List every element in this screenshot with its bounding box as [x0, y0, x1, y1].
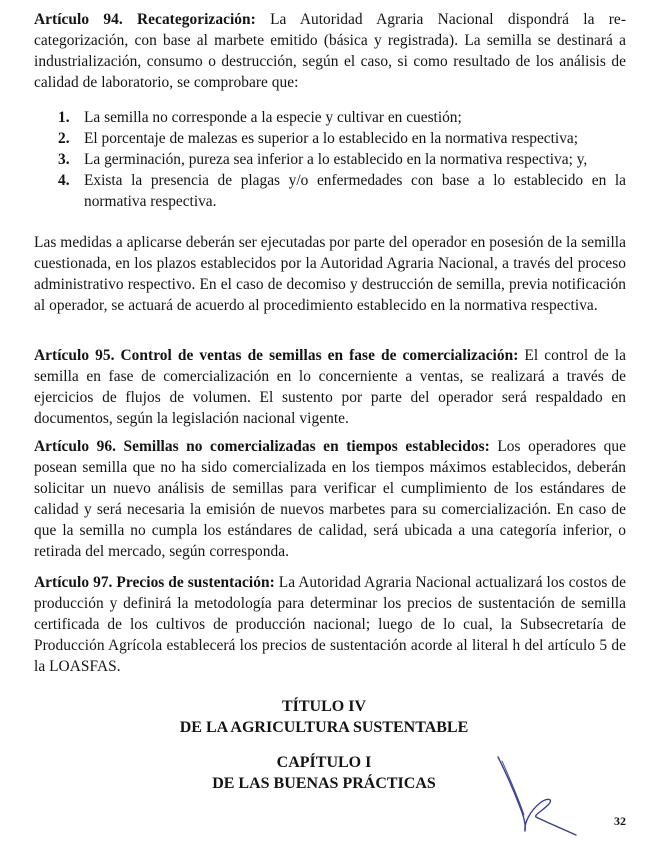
- article-95-paragraph: [34, 345, 626, 429]
- list-item-number: 1.: [58, 109, 70, 126]
- list-item-number: 3.: [58, 151, 70, 168]
- article-96-title: Artículo 96. Semillas no comercializadas en tiempos establecidos:: [34, 438, 490, 455]
- article-94-text: La Autoridad Agraria Nacional dispondrá la re-categorización, con base al marbete emitido (básica y registrada). La semilla se destinará a industrialización, consumo o destrucción, según el caso, si como resultado de los análisis de calidad de laboratorio, se comprobare que:: [34, 11, 626, 91]
- article-94-paragraph: [34, 9, 626, 93]
- list-item-text: El porcentaje de malezas es superior a lo establecido en la normativa respectiva;: [84, 130, 578, 147]
- chapter-heading: CAPÍTULO I: [276, 754, 372, 771]
- page-number: 32: [614, 814, 626, 828]
- article-95-title: Artículo 95. Control de ventas de semillas en fase de comercialización:: [34, 347, 519, 364]
- title-subheading: DE LA AGRICULTURA SUSTENTABLE: [179, 719, 469, 736]
- list-item-number: 4.: [58, 172, 70, 189]
- article-96-paragraph: [34, 436, 626, 562]
- list-item-text: La germinación, pureza sea inferior a lo establecido en la normativa respectiva; y,: [84, 151, 588, 168]
- article-94-conditions-list: [58, 107, 626, 212]
- handwritten-signature: [492, 755, 582, 837]
- list-item: [58, 170, 626, 212]
- article-94-title: Artículo 94. Recategorización:: [34, 11, 256, 28]
- title-heading: TÍTULO IV: [281, 698, 367, 715]
- article-94-closing-paragraph: Las medidas a aplicarse deberán ser ejecutadas por parte del operador en posesión de la semilla cuestionada, en los plazos establecidos por la Autoridad Agraria Nacional, a través del proceso administrativo respectivo. En el caso de decomiso y destrucción de semilla, previa notificación al operador, se actuará de acuerdo al procedimiento establecido en la normativa respectiva.: [34, 234, 626, 314]
- list-item-text: La semilla no corresponde a la especie y cultivar en cuestión;: [84, 109, 462, 126]
- list-item-text: Exista la presencia de plagas y/o enfermedades con base a lo establecido en la normativa respectiva.: [84, 172, 626, 210]
- article-97-text: La Autoridad Agraria Nacional actualizará los costos de producción y definirá la metodología para determinar los precios de sustentación de semilla certificada de los cultivos de producción nacional; luego de lo cual, la Subsecretaría de Producción Agrícola establecerá los precios de sustentación acorde al literal h del artículo 5 de la LOASFAS.: [34, 574, 626, 675]
- list-item: [58, 107, 626, 128]
- article-95-text: El control de la semilla en fase de comercialización en lo concerniente a ventas, se realizará a través de ejercicios de flujos de volumen. El sustento por parte del operador será respaldado en documentos, según la legislación nacional vigente.: [34, 347, 626, 427]
- list-item-number: 2.: [58, 130, 70, 147]
- list-item: [58, 128, 626, 149]
- article-97-title: Artículo 97. Precios de sustentación:: [34, 574, 275, 591]
- chapter-subheading: DE LAS BUENAS PRÁCTICAS: [212, 775, 436, 792]
- list-item: [58, 149, 626, 170]
- article-97-paragraph: [34, 572, 626, 677]
- article-96-text: Los operadores que posean semilla que no ha sido comercializada en los tiempos máximos establecidos, deberán solicitar un nuevo análisis de semillas para verificar el cumplimiento de los estándares de calidad y será necesaria la emisión de nuevos marbetes para su comercialización. En caso de que la semilla no cumpla los estándares de calidad, será ubicada a una categoría inferior, o retirada del mercado, según corresponda.: [34, 438, 627, 560]
